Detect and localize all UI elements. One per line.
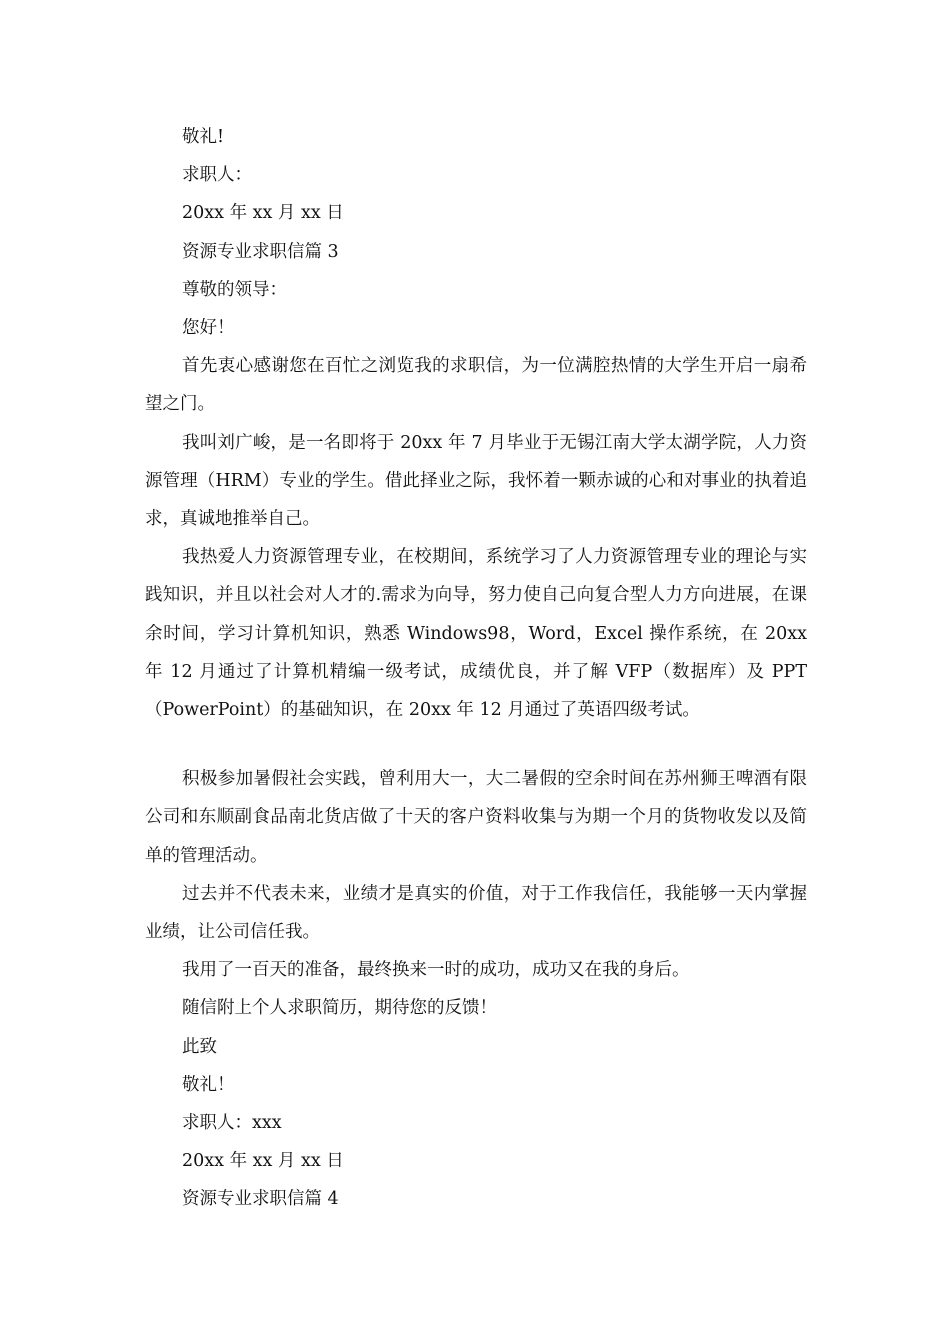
body-paragraph: 我热爱人力资源管理专业，在校期间，系统学习了人力资源管理专业的理论与实践知识，并且以社会对人才的.需求为向导，努力使自己向复合型人力方向进展，在课余时间，学习计算机知识，熟悉 Windows98，Word，Excel 操作系统，在 20xx 年 12 月通过了计算机精编一级考试，成绩优良，并了解 VFP（数据库）及 PPT（PowerPoint）的基础知识，在 20xx 年 12 月通过了英语四级考试。 <box>145 547 807 721</box>
applicant-signature: 求职人：xxx <box>182 1113 282 1134</box>
letter-body <box>145 118 807 1219</box>
section-heading: 资源专业求职信篇 4 <box>182 1189 339 1210</box>
body-line: 我用了一百天的准备，最终换来一时的成功，成功又在我的身后。 <box>182 960 690 981</box>
closing-salute: 敬礼！ <box>182 1074 235 1095</box>
letter-date: 20xx 年 xx 月 xx 日 <box>182 203 344 224</box>
closing-phrase: 此致 <box>182 1036 217 1057</box>
body-paragraph: 积极参加暑假社会实践，曾利用大一，大二暑假的空余时间在苏州狮王啤酒有限公司和东顺副食品南北货店做了十天的客户资料收集与为期一个月的货物收发以及简单的管理活动。 <box>145 769 807 866</box>
greeting: 您好！ <box>182 318 235 339</box>
body-line: 随信附上个人求职简历，期待您的反馈！ <box>182 998 497 1019</box>
salutation: 尊敬的领导： <box>182 279 287 300</box>
letter-date: 20xx 年 xx 月 xx 日 <box>182 1151 344 1172</box>
paragraph-gap <box>145 729 807 760</box>
closing-salute: 敬礼! <box>182 127 225 147</box>
applicant-label: 求职人： <box>182 165 252 186</box>
body-paragraph: 首先衷心感谢您在百忙之浏览我的求职信，为一位满腔热情的大学生开启一扇希望之门。 <box>145 356 807 415</box>
body-paragraph: 过去并不代表未来，业绩才是真实的价值，对于工作我信任，我能够一天内掌握业绩，让公司信任我。 <box>145 883 807 943</box>
section-heading: 资源专业求职信篇 3 <box>182 241 339 262</box>
body-paragraph: 我叫刘广峻，是一名即将于 20xx 年 7 月毕业于无锡江南大学太湖学院，人力资源管理（HRM）专业的学生。借此择业之际，我怀着一颗赤诚的心和对事业的执着追求，真诚地推举自己。 <box>145 432 807 530</box>
